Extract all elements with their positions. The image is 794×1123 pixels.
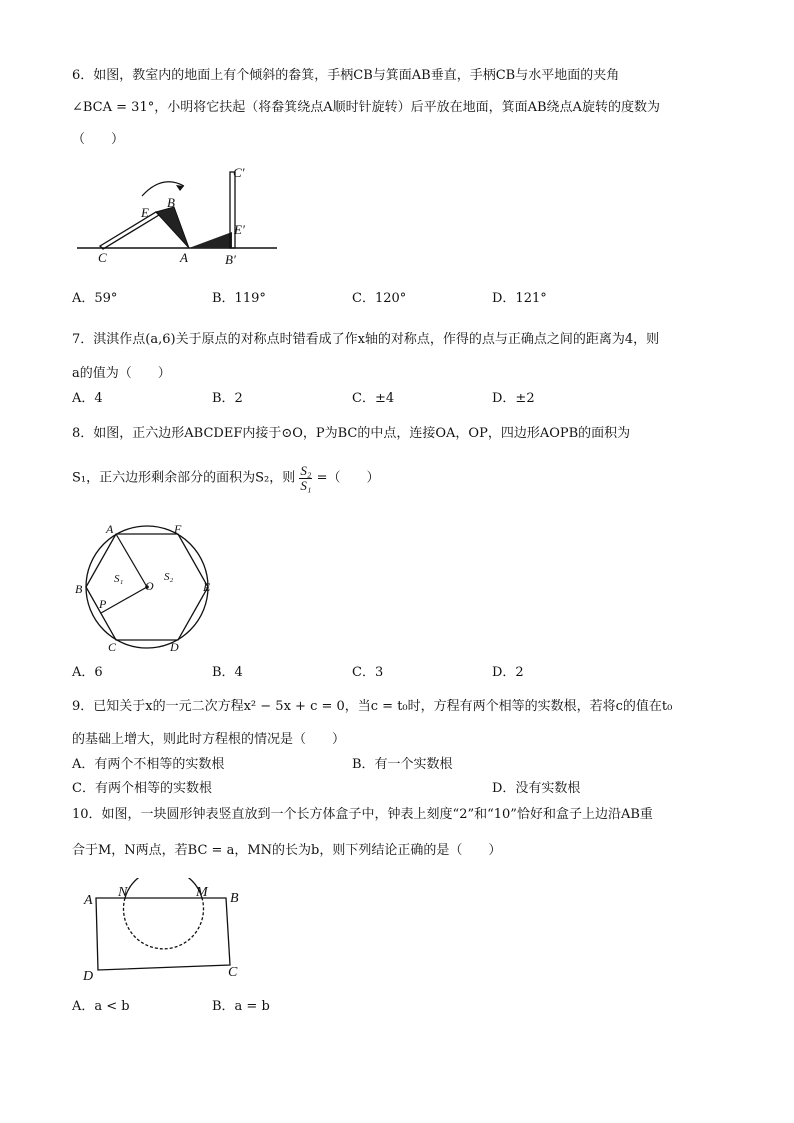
- q9-option-b: B．有一个实数根: [352, 757, 453, 772]
- label-P: P: [99, 597, 107, 611]
- q9-option-c: C．有两个相等的实数根: [72, 781, 212, 796]
- q8-option-b: B．4: [212, 665, 243, 680]
- label-B: B: [75, 582, 83, 596]
- q8-fraction-denominator: S₁: [300, 477, 312, 493]
- label-B-prime: B′: [225, 252, 236, 267]
- q10-option-b: B．a = b: [212, 999, 270, 1014]
- q6-text-line-3: （ ）: [72, 132, 125, 147]
- label-D: D: [83, 969, 94, 983]
- rotation-arrow: [142, 182, 184, 196]
- upright-pan: [189, 232, 232, 248]
- q8-hexagon-figure: [72, 520, 222, 655]
- label-E-prime: E′: [234, 222, 245, 237]
- q9-option-a: A．有两个不相等的实数根: [72, 757, 225, 772]
- q6-option-a: A．59°: [72, 291, 118, 306]
- box-outline: [96, 898, 230, 970]
- label-A: A: [106, 522, 114, 536]
- q9-text-line-2: 的基础上增大，则此时方程根的情况是（ ）: [72, 732, 346, 747]
- q9-option-d: D．没有实数根: [492, 781, 581, 796]
- segment-OP: [101, 587, 147, 613]
- q6-option-d: D．121°: [492, 291, 547, 306]
- q8-option-c: C．3: [352, 665, 384, 680]
- q9-text-line-1: 9．已知关于x的一元二次方程x² − 5x + c = 0，当c = t₀时，方程有两个相等的实数根，若将c的值在t₀: [72, 699, 673, 714]
- label-C: C: [98, 250, 107, 265]
- q7-option-a: A．4: [72, 391, 103, 406]
- q7-option-d: D．±2: [492, 391, 535, 406]
- q6-text-line-1: 6．如图，教室内的地面上有个倾斜的畚箕，手柄CB与箕面AB垂直，手柄CB与水平地面的夹角: [72, 68, 620, 83]
- label-E: E: [141, 205, 149, 220]
- q7-option-c: C．±4: [352, 391, 395, 406]
- q8-fraction: [299, 464, 312, 492]
- label-D: D: [170, 640, 179, 654]
- clock-visible-arc: [125, 878, 202, 898]
- q8-line2-prefix: S₁，正六边形剩余部分的面积为S₂，则: [72, 470, 296, 486]
- rotation-arrowhead: [176, 185, 184, 191]
- q6-dustpan-figure: [72, 160, 292, 270]
- label-M: M: [196, 885, 208, 900]
- clock-hidden-arc: [124, 898, 204, 949]
- q6-option-b: B．119°: [212, 291, 266, 306]
- q8-text-line-2: [72, 464, 379, 492]
- tilted-handle: [100, 212, 159, 249]
- label-E: E: [203, 580, 211, 594]
- q10-option-a: A．a < b: [72, 999, 130, 1014]
- label-F: F: [174, 522, 182, 536]
- q8-option-d: D．2: [492, 665, 524, 680]
- label-O: O: [145, 579, 154, 593]
- q8-option-a: A．6: [72, 665, 103, 680]
- label-C: C: [228, 965, 238, 980]
- q10-text-line-1: 10．如图，一块圆形钟表竖直放到一个长方体盒子中，钟表上刻度“2”和“10”恰好和盒子上边沿AB重: [72, 807, 653, 822]
- q6-option-c: C．120°: [352, 291, 407, 306]
- q10-text-line-2: 合于M，N两点，若BC = a，MN的长为b，则下列结论正确的是（ ）: [72, 843, 502, 858]
- label-A: A: [84, 893, 93, 908]
- q6-text-line-2: ∠BCA = 31°，小明将它扶起（将畚箕绕点A顺时针旋转）后平放在地面，箕面AB绕点A旋转的度数为: [72, 100, 660, 115]
- label-S1: S₁: [114, 573, 124, 585]
- q7-text-line-1: 7．淇淇作点(a,6)关于原点的对称点时错看成了作x轴的对称点，作得的点与正确点之间的距离为4，则: [72, 332, 660, 347]
- label-C-prime: C′: [233, 165, 245, 180]
- q10-clock-box-figure: [78, 878, 253, 983]
- label-C: C: [108, 640, 117, 654]
- label-B: B: [230, 891, 239, 906]
- q7-text-line-2: a的值为（ ）: [72, 366, 171, 381]
- label-N: N: [118, 885, 128, 900]
- label-B: B: [167, 195, 175, 210]
- label-A: A: [180, 250, 188, 265]
- q8-fraction-numerator: S₂: [300, 463, 312, 478]
- q8-text-line-1: 8．如图，正六边形ABCDEF内接于⊙O，P为BC的中点，连接OA，OP，四边形AOPB的面积为: [72, 426, 631, 441]
- label-S2: S₂: [164, 571, 174, 583]
- q7-option-b: B．2: [212, 391, 243, 406]
- q8-line2-suffix: =（ ）: [316, 470, 380, 486]
- tilted-pan: [156, 207, 189, 248]
